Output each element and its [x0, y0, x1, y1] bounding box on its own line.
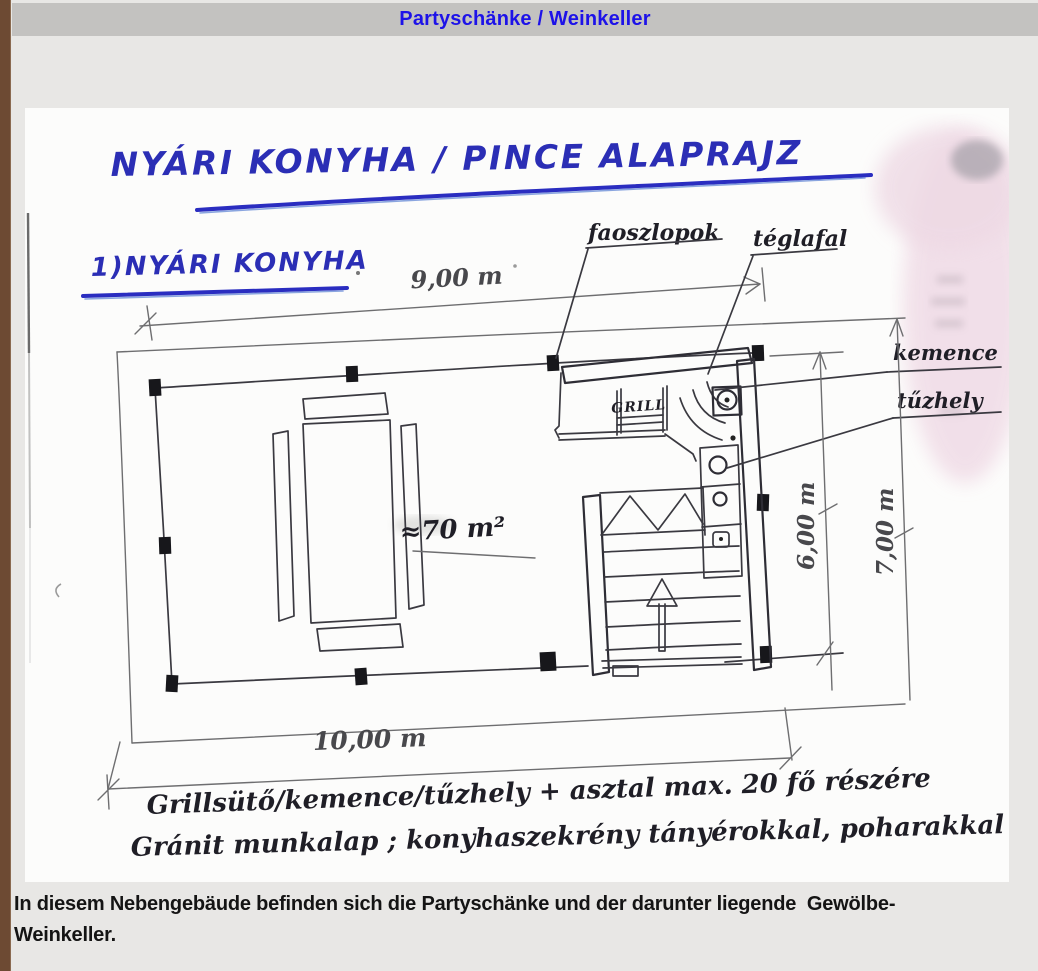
oven-label: kemence [893, 340, 998, 365]
note-line-1: Grillsütő/kemence/tűzhely + asztal max. 20 fő részére [146, 763, 932, 821]
handwritten-notes [130, 764, 1004, 863]
area-label-group [399, 512, 535, 558]
stairs [600, 488, 742, 676]
caption-line-2: Weinkeller. [14, 924, 116, 946]
caption-line-1: In diesem Nebengebäude befinden sich die Partyschänke und der darunter liegende Gewölbe- [14, 893, 896, 915]
dimension-right-inner [770, 352, 843, 690]
sketch-title: NYÁRI KONYHA / PINCE ALAPRAJZ [110, 132, 804, 185]
dim-right-outer-label: 7,00 m [872, 487, 899, 576]
bench-left [273, 431, 294, 621]
header-bar [12, 3, 1038, 36]
page-edge-stripe [0, 0, 11, 971]
brick-wall-label: téglafal [753, 226, 848, 252]
landing-bracing [603, 494, 703, 533]
dimension-right-outer [872, 319, 913, 700]
bench-bottom [317, 624, 403, 651]
note-line-2: Gránit munkalap ; konyhaszekrény tányérokkal, poharakkal [130, 810, 1005, 863]
area-label: ≈70 m² [398, 512, 507, 548]
scanned-floor-plan [25, 108, 1009, 882]
bench-top [303, 393, 388, 419]
grill-label: GRILL [610, 397, 667, 417]
caption [14, 889, 1034, 951]
stove-label: tűzhely [897, 388, 983, 413]
stairs-left-wall [583, 495, 609, 675]
dimension-top-label: 9,00 m [409, 260, 504, 295]
callout-brick-wall [708, 226, 847, 374]
dim-right-inner-label: 6,00 m [793, 481, 820, 570]
table [303, 420, 396, 623]
floor-plan-sketch [25, 108, 1009, 882]
oven [713, 387, 742, 416]
brick-wall-top [562, 348, 752, 383]
page-title: Partyschänke / Weinkeller [399, 8, 651, 30]
scan-edge-line [28, 213, 29, 353]
dimension-bottom-label: 10,00 m [312, 723, 427, 756]
posts-label: faoszlopok [588, 220, 720, 246]
scan-artifacts [28, 126, 1009, 663]
up-arrow [647, 579, 677, 651]
sketch-subtitle: 1)NYÁRI KONYHA [90, 245, 370, 283]
